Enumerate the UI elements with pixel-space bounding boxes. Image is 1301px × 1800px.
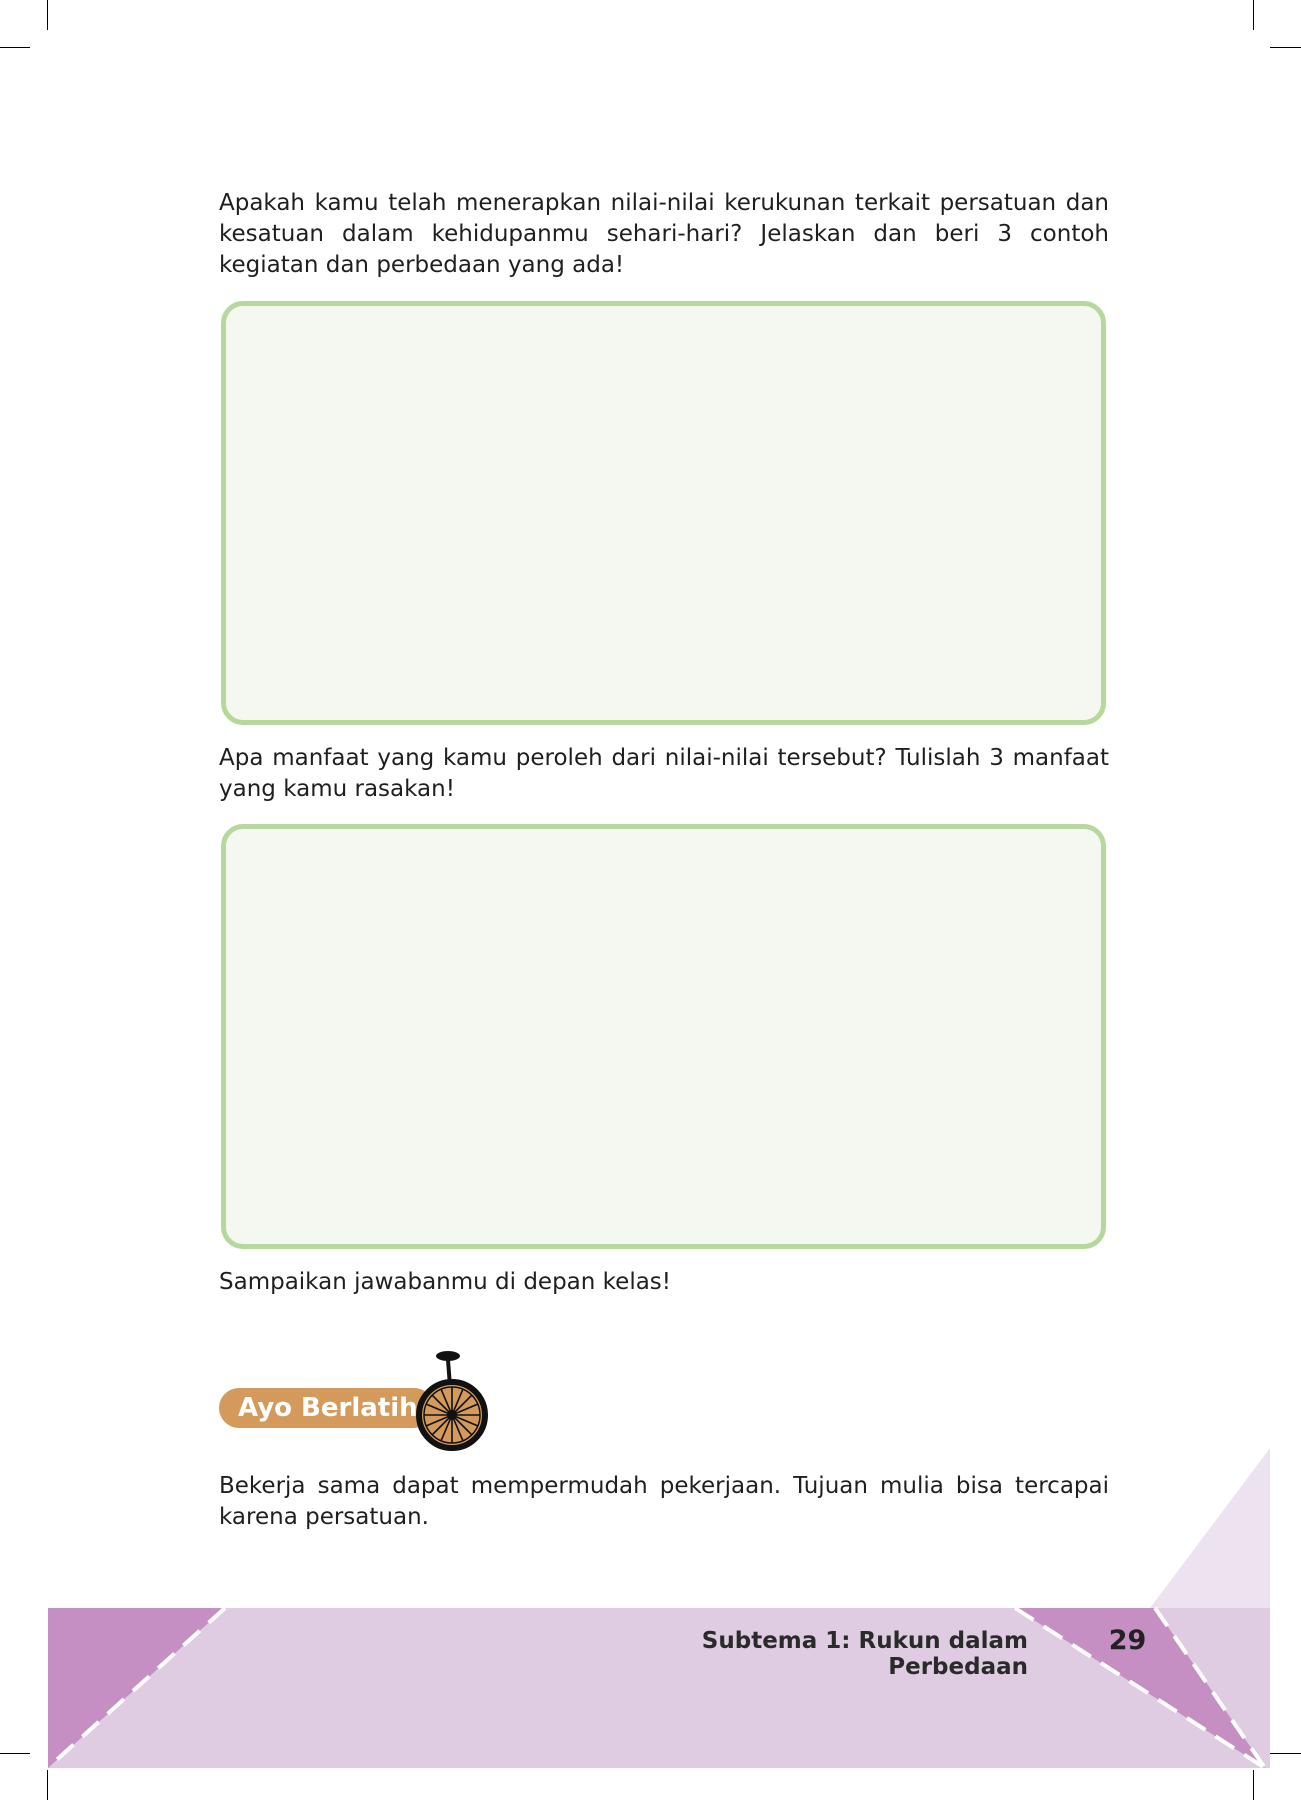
- question-1-text: Apakah kamu telah menerapkan nilai-nilai kerukunan terkait persatuan dan kesatuan dalam kehidupanmu sehari-hari? Jelaskan dan beri 3 contoh kegiatan dan perbedaan yang ada!: [219, 190, 1109, 278]
- footer-subtheme-title: Subtema 1: Rukun dalam Perbedaan: [701, 1628, 1028, 1680]
- question-2-text: Apa manfaat yang kamu peroleh dari nilai-nilai tersebut? Tulislah 3 manfaat yang kamu rasakan!: [219, 745, 1109, 802]
- instruction-text: Sampaikan jawabanmu di depan kelas!: [219, 1269, 672, 1295]
- page-number: 29: [1108, 1625, 1147, 1656]
- ayo-berlatih-badge: Ayo Berlatih: [219, 1388, 434, 1428]
- section-intro-text: Bekerja sama dapat mempermudah pekerjaan. Tujuan mulia bisa tercapai karena persatuan.: [219, 1473, 1109, 1530]
